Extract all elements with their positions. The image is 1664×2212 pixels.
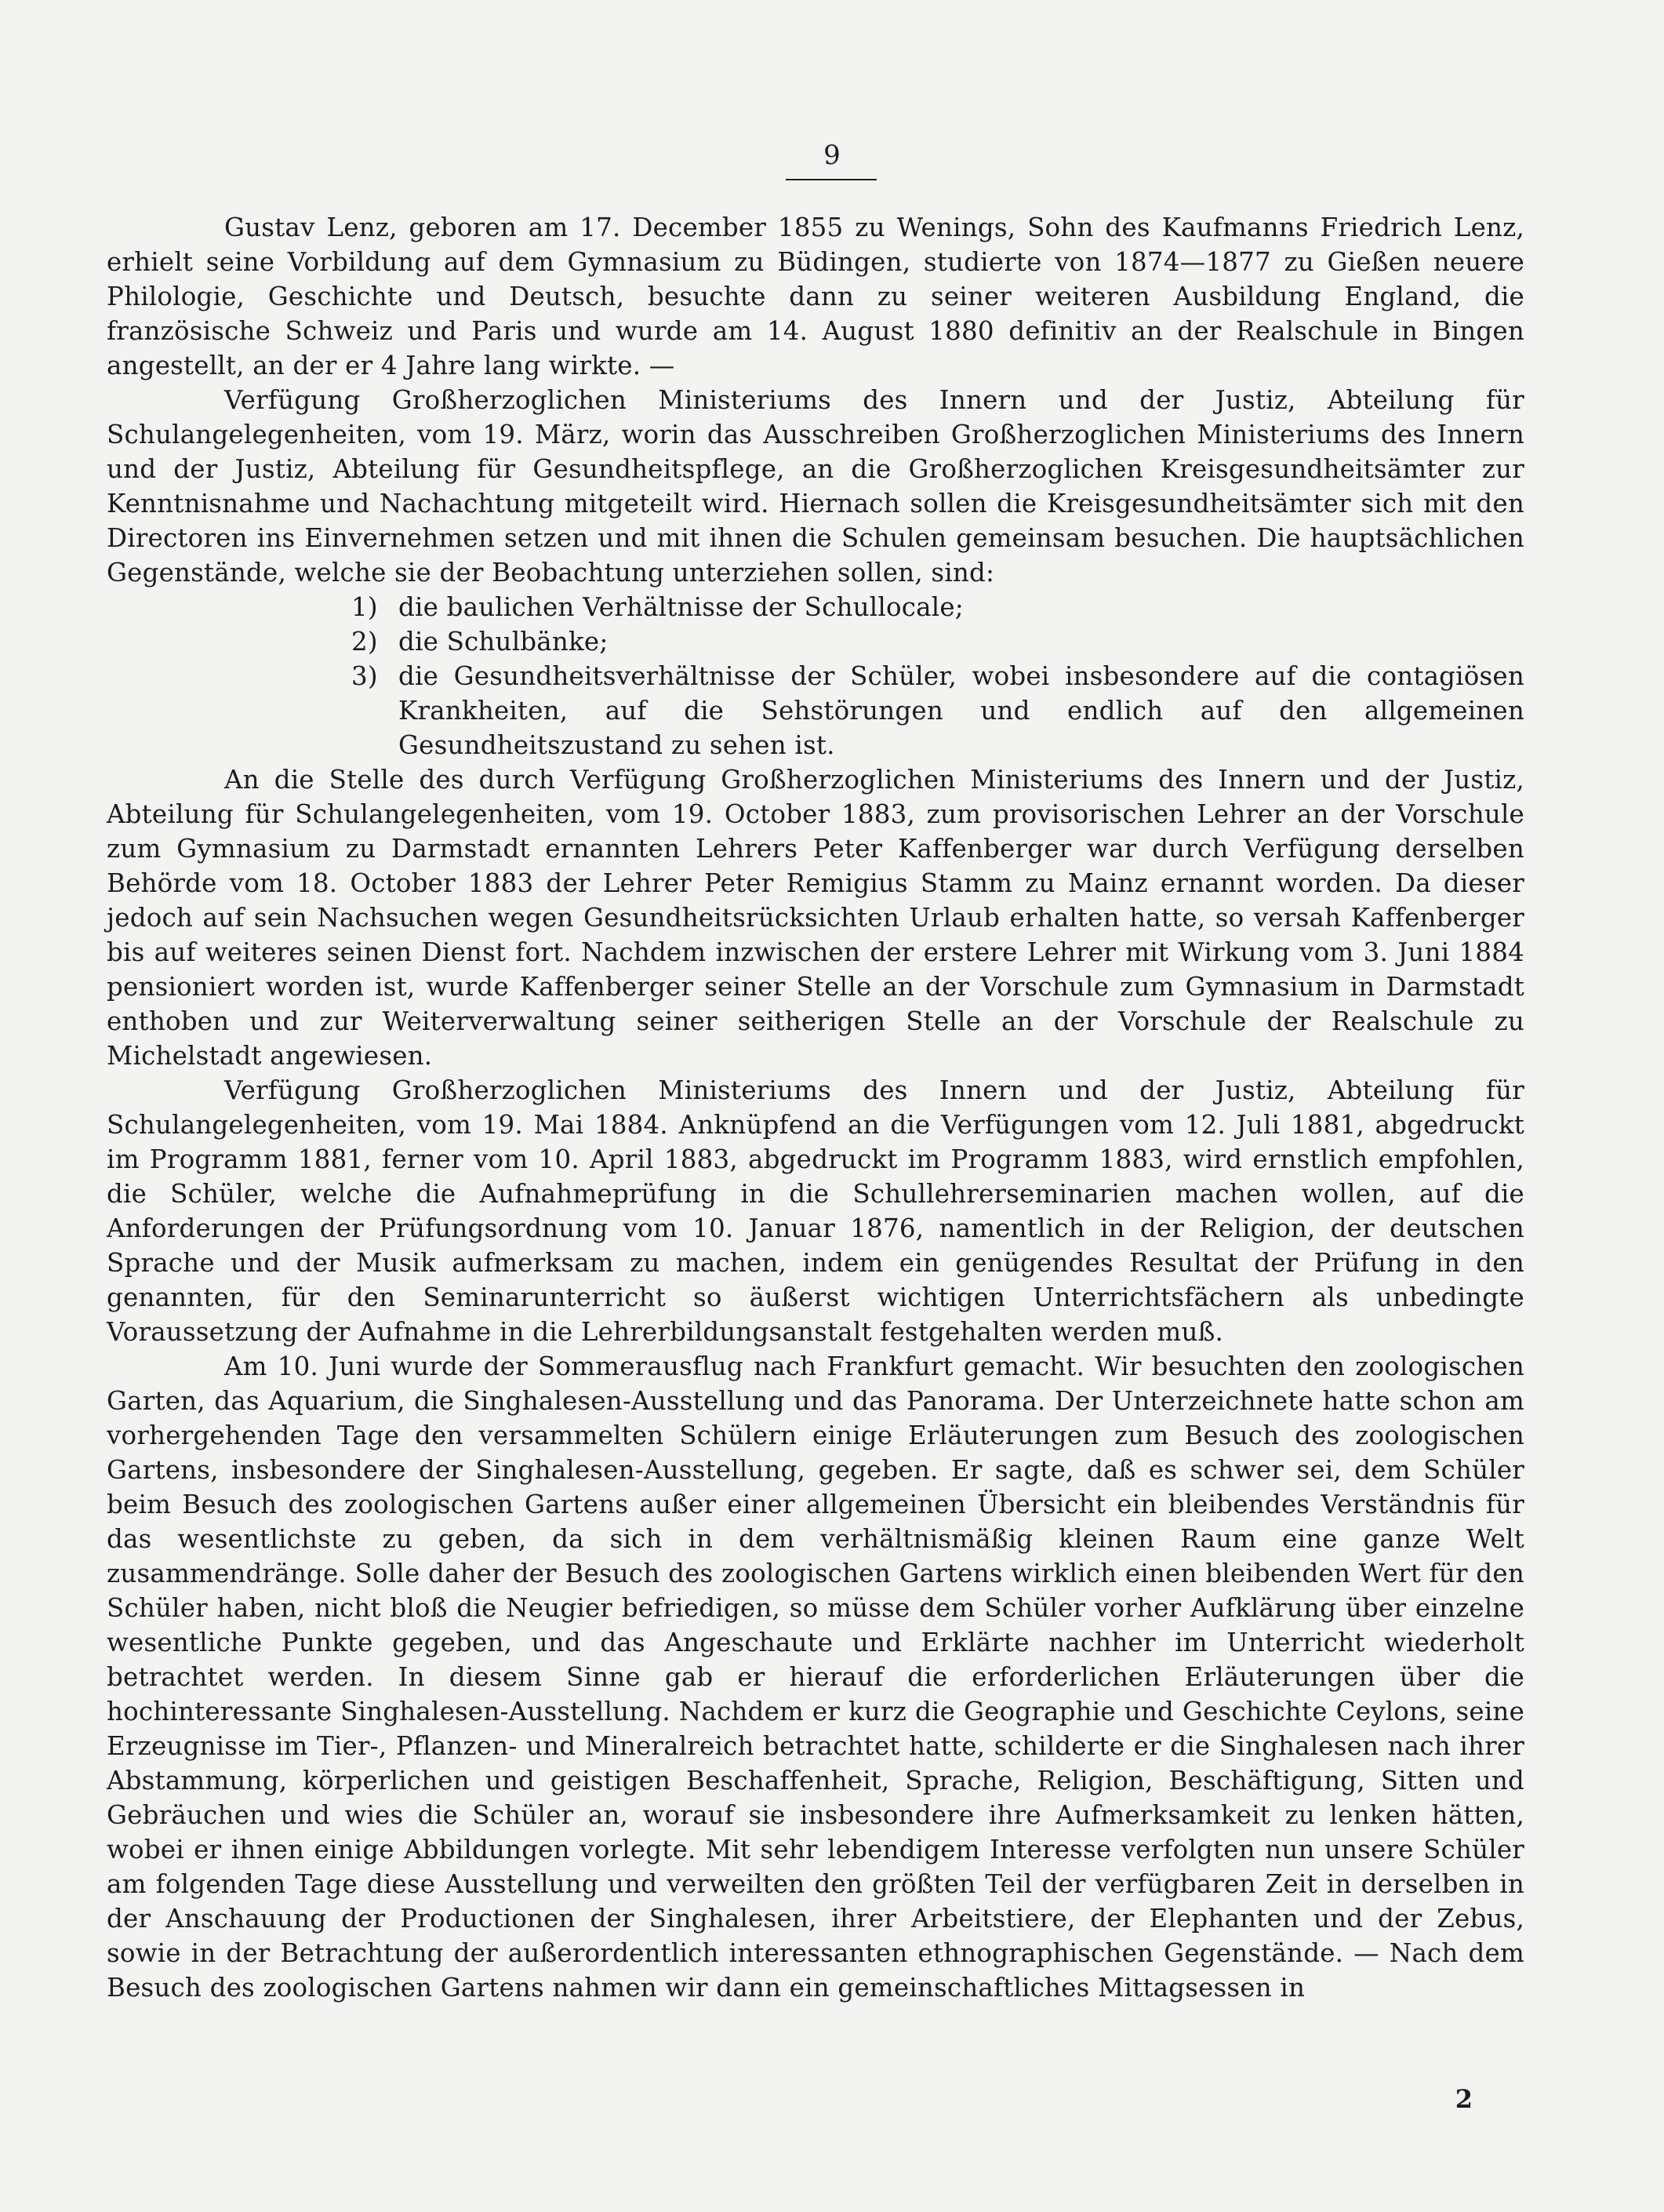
paragraph-teacher-appointment: An die Stelle des durch Verfügung Großherzoglichen Ministeriums des Innern und der Justiz, Abteilung für Schulangelegenheiten, vom 19. October 1883, zum provisorischen Lehrer an der Vorschule zum Gymnasium zu Darmstadt ernannten Lehrers Peter Kaffenberger war durch Verfügung derselben Behörde vom 18. October 1883 der Lehrer Peter Remigius Stamm zu Mainz ernannt worden. Da dieser jedoch auf sein Nachsuchen wegen Gesundheitsrücksichten Urlaub erhalten hatte, so versah Kaffenberger bis auf weiteres seinen Dienst fort. Nachdem inzwischen der erstere Lehrer mit Wirkung vom 3. Juni 1884 pensioniert worden ist, wurde Kaffenberger seiner Stelle an der Vorschule zum Gymnasium in Darmstadt enthoben und zur Weiterverwaltung seiner seitherigen Stelle an der Vorschule der Realschule zu Michelstadt angewiesen. <box>107 765 1524 1071</box>
list-item <box>351 624 1524 659</box>
list-item-text: die baulichen Verhältnisse der Schullocale; <box>398 592 964 622</box>
list-item-number: 2) <box>351 627 378 657</box>
paragraph-summer-excursion: Am 10. Juni wurde der Sommerausflug nach Frankfurt gemacht. Wir besuchten den zoologischen Garten, das Aquarium, die Singhalesen-Ausstellung und das Panorama. Der Unterzeichnete hatte schon am vorhergehenden Tage den versammelten Schülern einige Erläuterungen zum Besuch des zoologischen Gartens, insbesondere der Singhalesen-Ausstellung, gegeben. Er sagte, daß es schwer sei, dem Schüler beim Besuch des zoologischen Gartens außer einer allgemeinen Übersicht ein bleibendes Verständnis für das wesentlichste zu geben, da sich in dem verhältnismäßig kleinen Raum eine ganze Welt zusammendränge. Solle daher der Besuch des zoologischen Gartens wirklich einen bleibenden Wert für den Schüler haben, nicht bloß die Neugier befriedigen, so müsse dem Schüler vorher Aufklärung über einzelne wesentliche Punkte gegeben, und das Angeschaute und Erklärte nachher im Unterricht wiederholt betrachtet werden. In diesem Sinne gab er hierauf die erforderlichen Erläuterungen über die hochinteressante Singhalesen-Ausstellung. Nachdem er kurz die Geographie und Geschichte Ceylons, seine Erzeugnisse im Tier-, Pflanzen- und Mineralreich betrachtet hatte, schilderte er die Singhalesen nach ihrer Abstammung, körperlichen und geistigen Beschaffenheit, Sprache, Religion, Beschäftigung, Sitten und Gebräuchen und wies die Schüler an, worauf sie insbesondere ihre Aufmerksamkeit zu lenken hätten, wobei er ihnen einige Abbildungen vorlegte. Mit sehr lebendigem Interesse verfolgten nun unsere Schüler am folgenden Tage diese Ausstellung und verweilten den größten Teil der verfügbaren Zeit in derselben in der Anschauung der Productionen der Singhalesen, ihrer Arbeitstiere, der Elephanten und der Zebus, sowie in der Betrachtung der außerordentlich interessanten ethnographischen Gegenstände. — Nach dem Besuch des zoologischen Gartens nahmen wir dann ein gemeinschaftliches Mittagsessen in <box>107 1352 1524 2003</box>
list-item-text: die Schulbänke; <box>398 627 609 657</box>
list-item-number: 3) <box>351 661 378 691</box>
page-number: 9 <box>823 140 841 171</box>
list-item-text: die Gesundheitsverhältnisse der Schüler, wobei insbesondere auf die contagiösen Krankheiten, auf die Sehstörungen und endlich auf den allgemeinen Gesundheitszustand zu sehen ist. <box>398 661 1524 760</box>
page-number-rule <box>786 179 877 180</box>
list-item <box>351 590 1524 624</box>
inspection-items-list <box>107 590 1524 762</box>
paragraph-lenz-biography: Gustav Lenz, geboren am 17. December 1855 zu Wenings, Sohn des Kaufmanns Friedrich Lenz, erhielt seine Vorbildung auf dem Gymnasium zu Büdingen, studierte von 1874—1877 zu Gießen neuere Philologie, Geschichte und Deutsch, besuchte dann zu seiner weiteren Ausbildung England, die französische Schweiz und Paris und wurde am 14. August 1880 definitiv an der Realschule in Bingen angestellt, an der er 4 Jahre lang wirkte. — <box>107 213 1524 380</box>
list-item <box>351 659 1524 762</box>
paragraph-health-inspection-decree: Verfügung Großherzoglichen Ministeriums des Innern und der Justiz, Abteilung für Schulangelegenheiten, vom 19. März, worin das Ausschreiben Großherzoglichen Ministeriums des Innern und der Justiz, Abteilung für Gesundheitspflege, an die Großherzoglichen Kreisgesundheitsämter zur Kenntnisnahme und Nachachtung mitgeteilt wird. Hiernach sollen die Kreisgesundheitsämter sich mit den Directoren ins Einvernehmen setzen und mit ihnen die Schulen gemeinsam besuchen. Die hauptsächlichen Gegenstände, welche sie der Beobachtung unterziehen sollen, sind: <box>107 385 1524 588</box>
paragraph-seminary-exam-decree: Verfügung Großherzoglichen Ministeriums des Innern und der Justiz, Abteilung für Schulangelegenheiten, vom 19. Mai 1884. Anknüpfend an die Verfügungen vom 12. Juli 1881, abgedruckt im Programm 1881, ferner vom 10. April 1883, abgedruckt im Programm 1883, wird ernstlich empfohlen, die Schüler, welche die Aufnahmeprüfung in die Schullehrerseminarien machen wollen, auf die Anforderungen der Prüfungsordnung vom 10. Januar 1876, namentlich in der Religion, der deutschen Sprache und der Musik aufmerksam zu machen, indem ein genügendes Resultat der Prüfung in den genannten, für den Seminarunterricht so äußerst wichtigen Unterrichtsfächern als unbedingte Voraussetzung der Aufnahme in die Lehrerbildungsanstalt festgehalten werden muß. <box>107 1075 1524 1347</box>
signature-mark: 2 <box>1455 2084 1473 2114</box>
list-item-number: 1) <box>351 592 378 622</box>
body-text <box>107 210 1524 2005</box>
